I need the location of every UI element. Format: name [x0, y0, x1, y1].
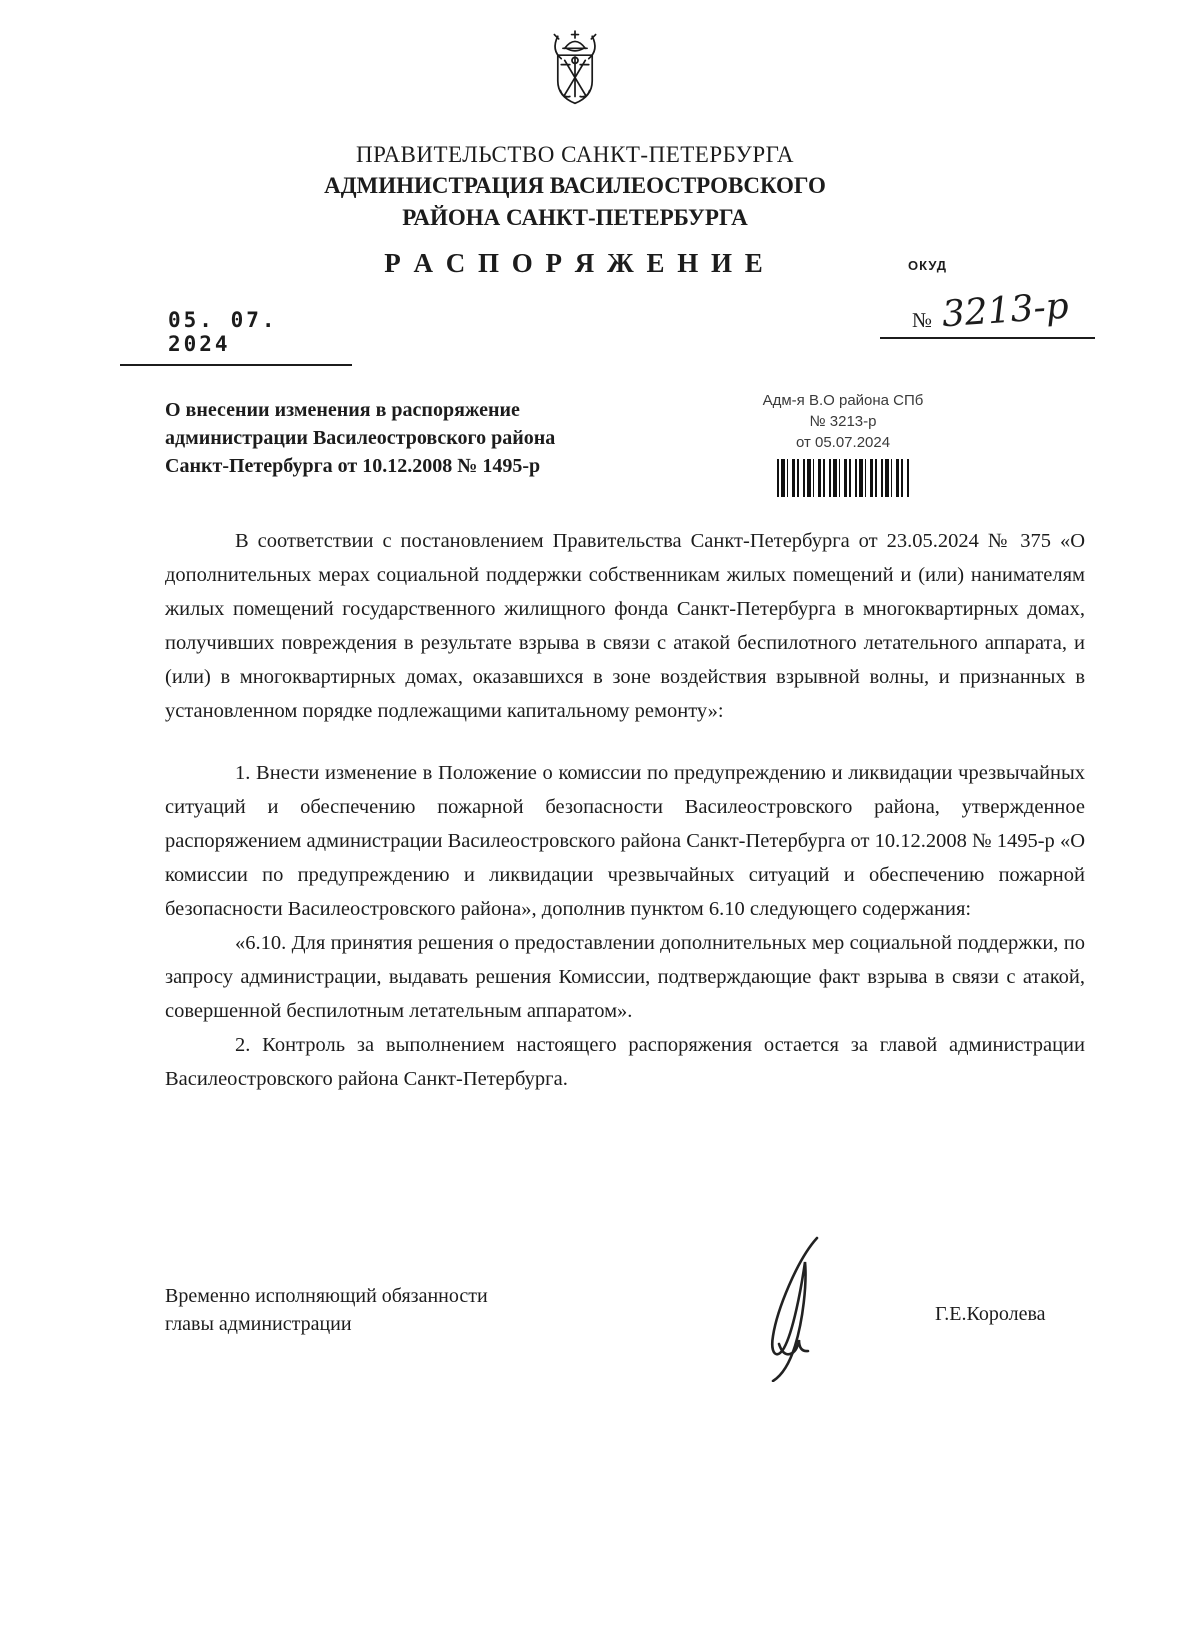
number-sign: №	[912, 308, 933, 332]
document-body	[165, 524, 1085, 1096]
letterhead	[165, 140, 985, 279]
registration-stamp	[728, 390, 958, 497]
administration-title-line2: РАЙОНА САНКТ-ПЕТЕРБУРГА	[402, 205, 748, 230]
date-field	[120, 308, 352, 366]
document-type-title: Р А С П О Р Я Ж Е Н И Е	[384, 248, 766, 278]
administration-title-line1: АДМИНИСТРАЦИЯ ВАСИЛЕОСТРОВСКОГО	[324, 173, 826, 198]
signer-position-line1: Временно исполняющий обязанности	[165, 1285, 488, 1307]
signature	[735, 1232, 845, 1382]
subject-line2: администрации Василеостровского района	[165, 427, 556, 449]
paragraph-quoted-clause: «6.10. Для принятия решения о предоставлении дополнительных мер социальной поддержки, по запросу администрации, выдавать решения Комиссии, подтверждающие факт взрыва в связи с атакой, совершенной беспилотным летательным аппаратом».	[165, 932, 1085, 1022]
document-subject	[165, 396, 645, 480]
stamp-org-line: Адм-я В.О района СПб	[762, 392, 924, 409]
barcode	[777, 459, 909, 497]
government-title: ПРАВИТЕЛЬСТВО САНКТ-ПЕТЕРБУРГА	[355, 142, 795, 167]
paragraph-item-2: 2. Контроль за выполнением настоящего распоряжения остается за главой администрации Василеостровского района Санкт-Петербурга.	[165, 1034, 1085, 1090]
signer-position	[165, 1282, 488, 1338]
subject-line3: Санкт-Петербурга от 10.12.2008 № 1495-р	[165, 455, 541, 477]
paragraph-item-1: 1. Внести изменение в Положение о комиссии по предупреждению и ликвидации чрезвычайных ситуаций и обеспечению пожарной безопасности Василеостровского района, утвержденное распоряжением администрации Василеостровского района Санкт-Петербурга от 10.12.2008 № 1495-р «О комиссии по предупреждению и ликвидации чрезвычайных ситуаций и обеспечению пожарной безопасности Василеостровского района», дополнив пунктом 6.10 следующего содержания:	[165, 762, 1085, 920]
stamp-date-line: от 05.07.2024	[795, 434, 891, 451]
document-date: 05. 07. 2024	[168, 308, 278, 356]
document-number-handwritten: 3213-р	[940, 285, 1071, 336]
okud-label: ОКУД	[908, 258, 948, 273]
signer-position-line2: главы администрации	[165, 1313, 352, 1335]
number-field	[880, 285, 1095, 339]
coat-of-arms-icon	[532, 28, 618, 134]
subject-line1: О внесении изменения в распоряжение	[165, 399, 520, 421]
signer-name: Г.Е.Королева	[935, 1303, 1046, 1325]
paragraph-preamble: В соответствии с постановлением Правительства Санкт-Петербурга от 23.05.2024 № 375 «О дополнительных мерах социальной поддержки собственникам жилых помещений и (или) нанимателям жилых помещений государственного жилищного фонда Санкт-Петербурга в многоквартирных домах, получивших повреждения в результате взрыва в связи с атакой беспилотного летательного аппарата, и (или) в многоквартирных домах, оказавшихся в зоне воздействия взрывной волны, и признанных в установленном порядке подлежащими капитальному ремонту»:	[165, 530, 1085, 722]
stamp-number-line: № 3213-р	[809, 413, 877, 430]
